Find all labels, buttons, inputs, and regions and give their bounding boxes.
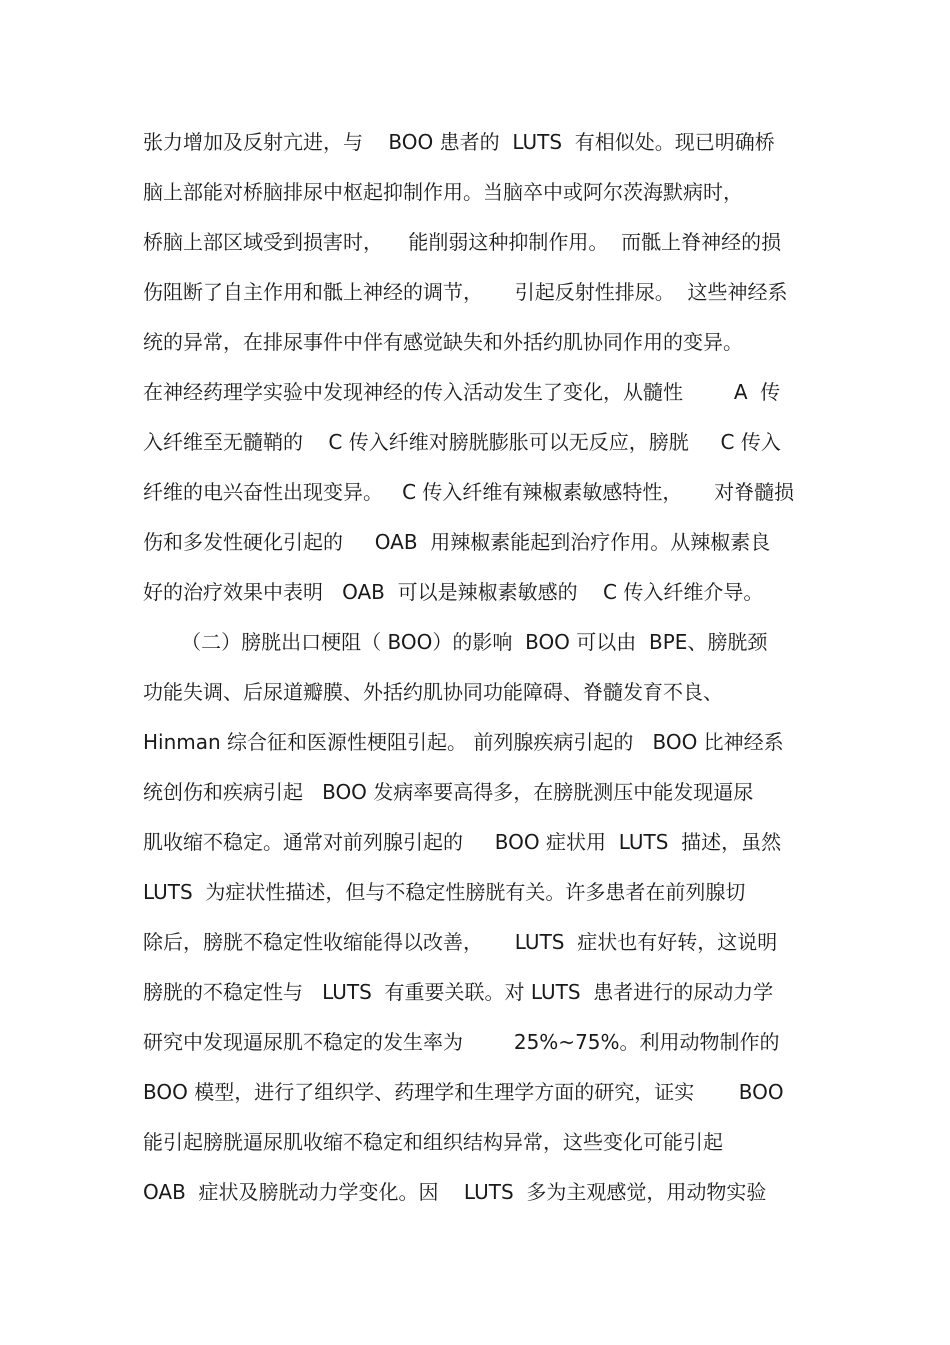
text-line: 好的治疗效果中表明 OAB 可以是辣椒素敏感的 C 传入纤维介导。 (143, 580, 764, 604)
text-line: LUTS 为症状性描述，但与不稳定性膀胱有关。许多患者在前列腺切 (143, 880, 746, 904)
text-line: 伤和多发性硬化引起的 OAB 用辣椒素能起到治疗作用。从辣椒素良 (143, 530, 771, 554)
text-line: 肌收缩不稳定。通常对前列腺引起的 BOO 症状用 LUTS 描述，虽然 (143, 830, 782, 854)
text-line: BOO 模型，进行了组织学、药理学和生理学方面的研究，证实 BOO (143, 1080, 784, 1104)
text-line: 统的异常，在排尿事件中伴有感觉缺失和外括约肌协同作用的变异。 (143, 330, 743, 354)
text-line: 张力增加及反射亢进，与 BOO 患者的 LUTS 有相似处。现已明确桥 (143, 130, 775, 154)
text-line: 脑上部能对桥脑排尿中枢起抑制作用。当脑卒中或阿尔茨海默病时， (143, 180, 743, 204)
text-line: 膀胱的不稳定性与 LUTS 有重要关联。对 LUTS 患者进行的尿动力学 (143, 980, 774, 1004)
text-line: 能引起膀胱逼尿肌收缩不稳定和组织结构异常，这些变化可能引起 (143, 1130, 723, 1154)
text-line: 伤阻断了自主作用和骶上神经的调节， 引起反射性排尿。 这些神经系 (143, 280, 788, 304)
text-line: 入纤维至无髓鞘的 C 传入纤维对膀胱膨胀可以无反应，膀胱 C 传入 (143, 430, 781, 454)
text-line: 桥脑上部区域受到损害时， 能削弱这种抑制作用。 而骶上脊神经的损 (143, 230, 782, 254)
text-line: 在神经药理学实验中发现神经的传入活动发生了变化，从髓性 A 传 (143, 380, 781, 404)
text-line: 研究中发现逼尿肌不稳定的发生率为 25%~75%。利用动物制作的 (143, 1030, 780, 1054)
text-line: （二）膀胱出口梗阻（ BOO）的影响 BOO 可以由 BPE、膀胱颈 (143, 630, 768, 654)
text-line: 纤维的电兴奋性出现变异。 C 传入纤维有辣椒素敏感特性， 对脊髓损 (143, 480, 795, 504)
text-line: 除后，膀胱不稳定性收缩能得以改善， LUTS 症状也有好转，这说明 (143, 930, 778, 954)
body-text (143, 118, 823, 1218)
text-line: OAB 症状及膀胱动力学变化。因 LUTS 多为主观感觉，用动物实验 (143, 1180, 767, 1204)
text-line: 功能失调、后尿道瓣膜、外括约肌协同功能障碍、脊髓发育不良、 (143, 680, 723, 704)
text-line: Hinman 综合征和医源性梗阻引起。 前列腺疾病引起的 BOO 比神经系 (143, 730, 784, 754)
text-line: 统创伤和疾病引起 BOO 发病率要高得多，在膀胱测压中能发现逼尿 (143, 780, 754, 804)
